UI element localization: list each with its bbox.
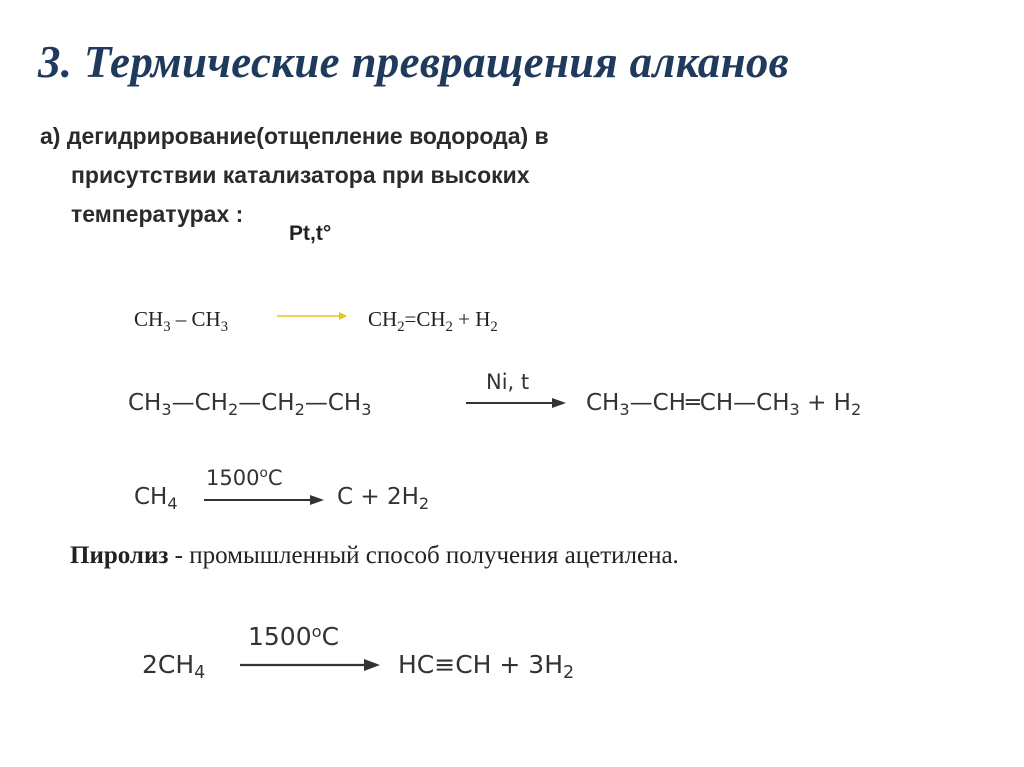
intro-text: [40, 117, 840, 234]
pyrolysis-statement: [70, 542, 679, 570]
reaction-4-arrow-icon: [240, 657, 380, 673]
reaction-2-arrow-icon: [466, 396, 566, 410]
reaction-1-condition: Pt,t°: [289, 222, 332, 245]
reaction-1-left: $CH_3 - CH_3$: [134, 307, 229, 335]
reaction-4-condition: 1500$^o$C: [248, 622, 340, 651]
pyrolysis-description: - промышленный способ получения ацетилена.: [168, 542, 679, 569]
reaction-2-condition: Ni, t: [486, 370, 530, 394]
reaction-3-right: $C + 2H_2$: [337, 484, 430, 513]
intro-line-1: а) дегидрирование(отщепление водорода) в: [40, 123, 549, 149]
reaction-1-right: $CH_2=CH_2 + H_2$: [368, 307, 498, 335]
pyrolysis-term: Пиролиз: [70, 542, 169, 569]
reaction-2-right: $CH_3—CH═CH—CH_3 + H_2$: [586, 390, 862, 419]
reaction-4-left: $2CH_4$: [142, 650, 206, 683]
reaction-4-right: $HC\equiv CH + 3H_2$: [398, 650, 575, 683]
slide-title: 3. Термические превращения алканов: [38, 37, 790, 87]
intro-line-2: присутствии катализатора при высоких: [71, 162, 530, 188]
reaction-3-left: $CH_4$: [134, 484, 178, 513]
intro-line-3: температурах :: [71, 201, 244, 227]
reaction-3-arrow-icon: [204, 493, 324, 507]
reaction-2-left: $CH_3—CH_2—CH_2—CH_3$: [128, 390, 372, 419]
reaction-3-condition: 1500$^o$C: [206, 465, 283, 490]
reaction-1-arrow-icon: [277, 309, 347, 323]
